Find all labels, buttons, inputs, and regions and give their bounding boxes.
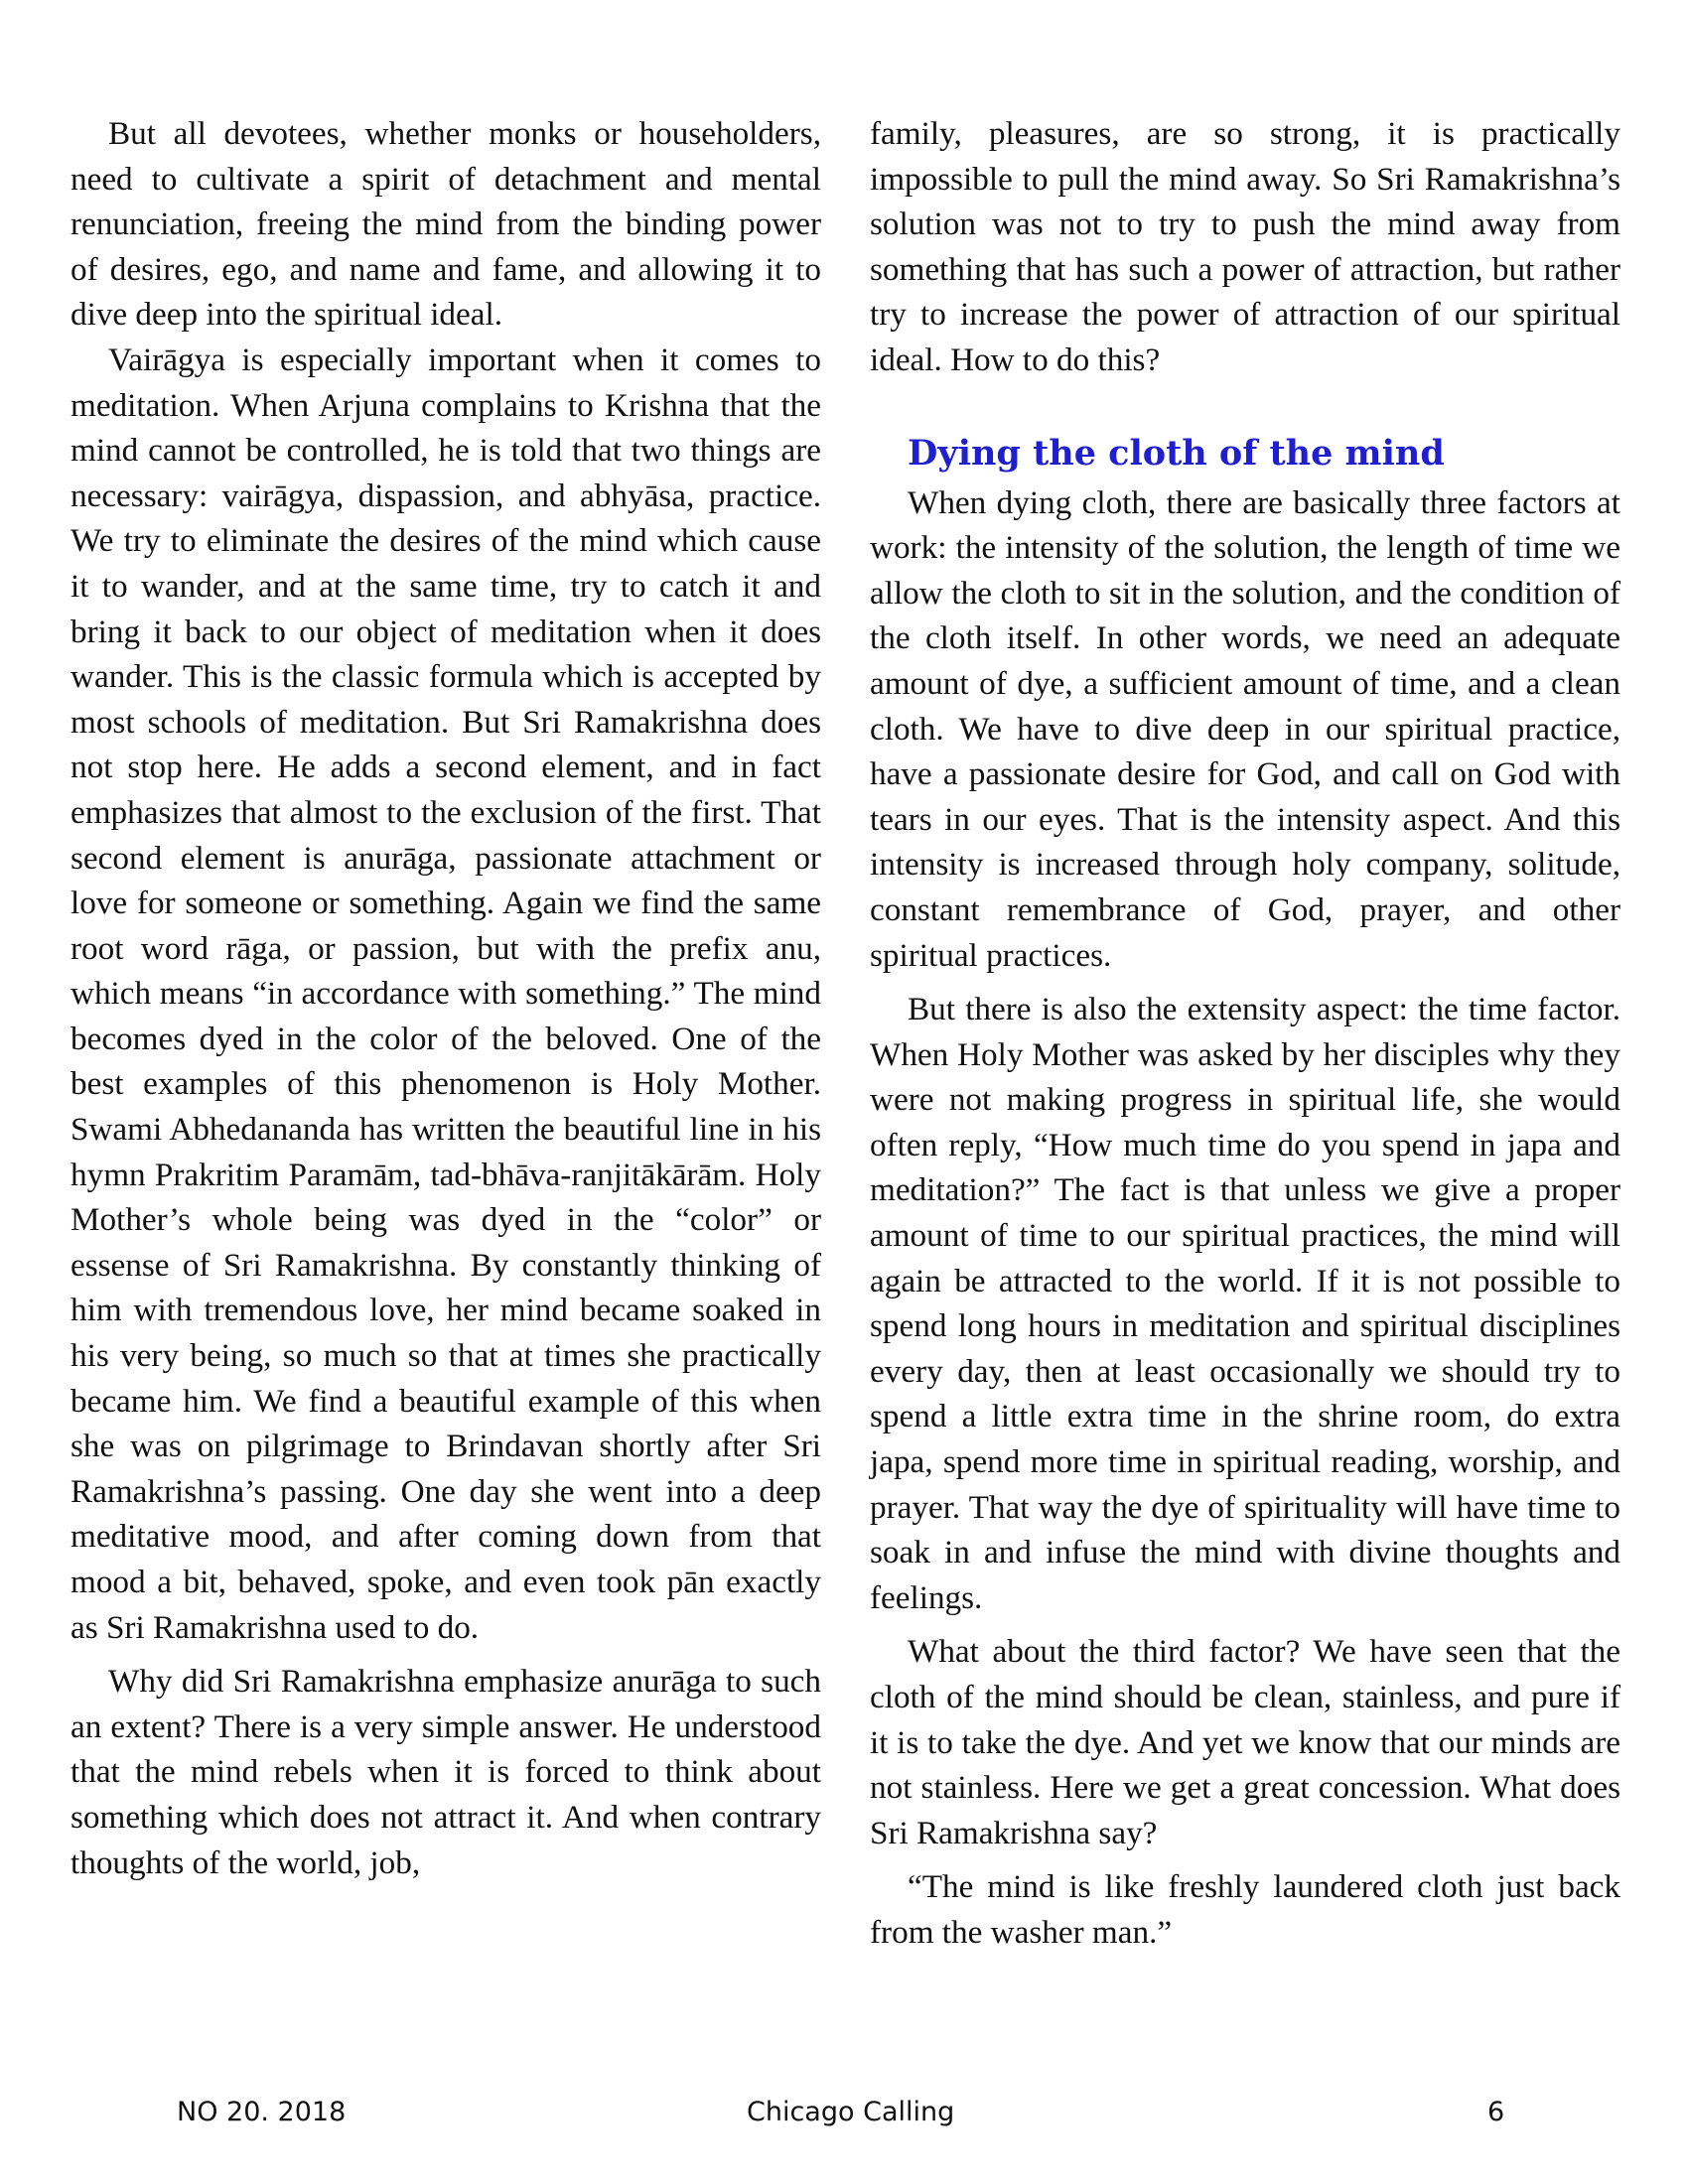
right-column (870, 111, 1620, 1956)
footer-publication: Chicago Calling (747, 2097, 955, 2127)
paragraph-dying-cloth: When dying cloth, there are basically three factors at work: the intensity of the solution, the length of time we allow the cloth to sit in the solution, and the condition of the cloth itself. In other words, we need an adequate amount of dye, a sufficient amount of time, and a clean cloth. We have to dive deep in our spiritual practice, have a passionate desire for God, and call on God with tears in our eyes. That is the intensity aspect. And this intensity is increased through holy company, solitude, constant remembrance of God, prayer, and other spiritual practices. (870, 483, 1620, 974)
footer-issue: NO 20. 2018 (177, 2097, 347, 2127)
paragraph-continuation: family, pleasures, are so strong, it is practically impossible to pull the mind away. So Sri Ramakrishna’s solution was not to try to push the mind away from something that has such a power of attraction, but rather try to increase the power of attraction of our spiritual ideal. How to do this? (870, 115, 1620, 378)
paragraph-third-factor: What about the third factor? We have seen that the cloth of the mind should be clean, stainless, and pure if it is to take the dye. And yet we know that our minds are not stainless. Here we get a great concession. What does Sri Ramakrishna say? (870, 1633, 1620, 1851)
paragraph-quote: “The mind is like freshly laundered cloth just back from the washer man.” (870, 1868, 1620, 1951)
paragraph-extensity: But there is also the extensity aspect: the time factor. When Holy Mother was asked by her disciples why they were not making progress in spiritual life, she would often reply, “How much time do you spend in japa and meditation?” The fact is that unless we give a proper amount of time to our spiritual practices, the mind will again be attracted to the world. If it is not possible to spend long hours in meditation and spiritual disciplines every day, then at least occasionally we should try to spend a little extra time in the shrine room, do extra japa, spend more time in spiritual reading, worship, and prayer. That way the dye of spirituality will have time to soak in and infuse the mind with divine thoughts and feelings. (870, 991, 1620, 1616)
left-column (70, 111, 821, 1885)
paragraph-vairagya: Vairāgya is especially important when it comes to meditation. When Arjuna complains to Krishna that the mind cannot be controlled, he is told that two things are necessary: vairāgya, dispassion, and abhyāsa, practice. We try to eliminate the desires of the mind which cause it to wander, and at the same time, try to catch it and bring it back to our object of meditation when it does wander. This is the classic formula which is accepted by most schools of meditation. But Sri Ramakrishna does not stop here. He adds a second element, and in fact emphasizes that almost to the exclusion of the first. That second element is anurāga, passionate attachment or love for someone or something. Again we find the same root word rāga, or passion, but with the prefix anu, which means “in accordance with something.” The mind becomes dyed in the color of the beloved. One of the best examples of this phenomenon is Holy Mother. Swami Abhedananda has written the beautiful line in his hymn Prakritim Paramām, tad-bhāva-ranjitākārām. Holy Mother’s whole being was dyed in the “color” or essense of Sri Ramakrishna. By constantly thinking of him with tremendous love, her mind became soaked in his very being, so much so that at times she practically became him. We find a beautiful example of this when she was on pilgrimage to Brindavan shortly after Sri Ramakrishna’s passing. One day she went into a deep meditative mood, and after coming down from that mood a bit, behaved, spoke, and even took pān exactly as Sri Ramakrishna used to do. (70, 341, 821, 1646)
paragraph-detachment: But all devotees, whether monks or householders, need to cultivate a spirit of detachment and mental renunciation, freeing the mind from the binding power of desires, ego, and name and fame, and allowing it to dive deep into the spiritual ideal. (70, 115, 821, 334)
footer-page-number: 6 (1487, 2097, 1505, 2127)
paragraph-anuraga-question: Why did Sri Ramakrishna emphasize anurāga to such an extent? There is a very simple answer. He understood that the mind rebels when it is forced to think about something which does not attract it. And when contrary thoughts of the world, job, (70, 1663, 821, 1881)
section-heading: Dying the cloth of the mind (908, 432, 1445, 474)
page-footer (0, 2097, 1688, 2136)
